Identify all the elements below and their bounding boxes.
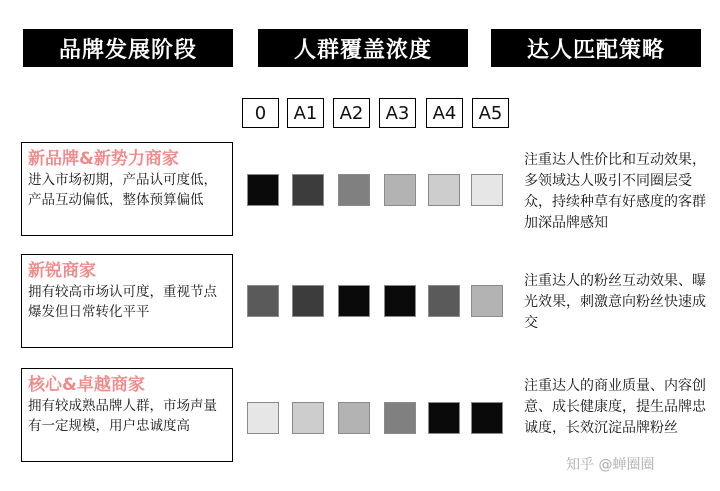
density-square <box>471 402 503 434</box>
density-square <box>384 174 416 206</box>
density-square <box>471 285 503 317</box>
strategy-text-row-1: 注重达人性价比和互动效果，多领域达人吸引不同圈层受众，持续种草有好感度的客群加深品牌感知 <box>524 152 706 231</box>
density-square <box>292 285 324 317</box>
level-a1: A1 <box>287 98 324 128</box>
strategy-text-row-3: 注重达人的商业质量、内容创意、成长健康度，提生品牌忠诚度，长效沉淀品牌粉丝 <box>524 378 706 436</box>
level-a3: A3 <box>379 98 416 128</box>
stage-card-core <box>21 368 233 462</box>
density-square <box>428 402 460 434</box>
density-square <box>338 174 370 206</box>
header-influencer-strategy: 达人匹配策略 <box>491 29 701 67</box>
level-0: 0 <box>242 98 279 128</box>
density-square <box>338 402 370 434</box>
level-a4: A4 <box>426 98 463 128</box>
stage-title: 新品牌&新势力商家 <box>28 149 179 169</box>
density-square <box>247 285 279 317</box>
stage-description: 拥有较成熟品牌人群，市场声量有一定规模，用户忠诚度高 <box>28 398 217 434</box>
density-square <box>428 285 460 317</box>
header-brand-stage: 品牌发展阶段 <box>23 29 233 67</box>
strategy-text-row-2: 注重达人的粉丝互动效果、曝光效果，刺激意向粉丝快速成交 <box>524 273 706 331</box>
density-square <box>247 402 279 434</box>
stage-card-new-brand <box>21 142 233 236</box>
level-a2: A2 <box>333 98 370 128</box>
header-audience-density: 人群覆盖浓度 <box>258 29 468 67</box>
density-square <box>471 174 503 206</box>
density-square <box>384 402 416 434</box>
stage-description: 拥有较高市场认可度，重视节点爆发但日常转化平平 <box>28 284 217 320</box>
density-square <box>428 174 460 206</box>
density-square <box>292 402 324 434</box>
density-square <box>384 285 416 317</box>
density-square <box>338 285 370 317</box>
stage-title: 核心&卓越商家 <box>28 375 145 395</box>
stage-card-emerging <box>21 254 233 348</box>
density-square <box>247 174 279 206</box>
density-square <box>292 174 324 206</box>
stage-description: 进入市场初期，产品认可度低，产品互动偏低，整体预算偏低 <box>28 172 217 208</box>
watermark: 知乎 @蝉圈圈 <box>566 457 655 473</box>
level-a5: A5 <box>472 98 509 128</box>
stage-title: 新锐商家 <box>28 261 96 281</box>
